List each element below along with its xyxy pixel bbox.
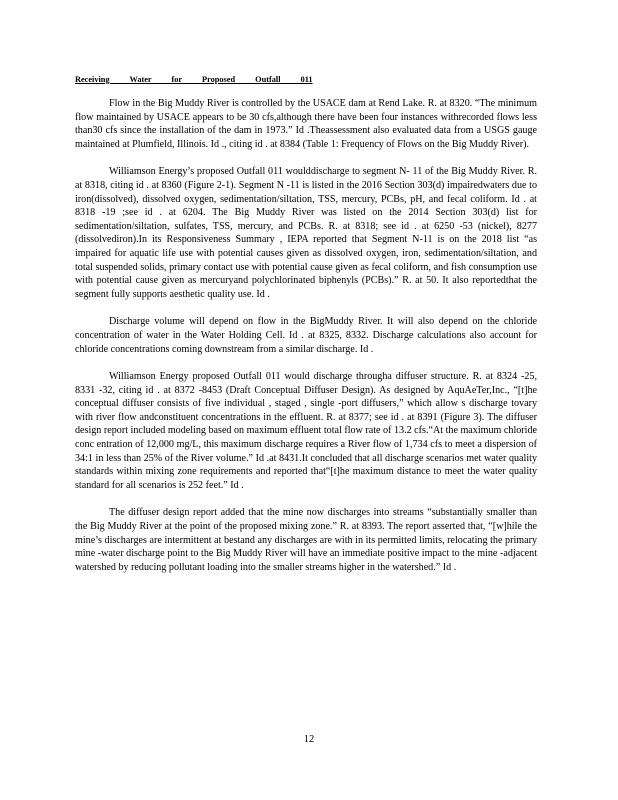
paragraph-diffuser-report: The diffuser design report added that the mine now discharges into streams “substantially smaller than the Big Muddy River at the point of the proposed mixing zone.” R. at 8393. The report asserted that, “[w]hile the mine’s discharges are intermittent at bestand any discharges are with in its permitted limits, relocating the primary mine -water discharge point to the Big Muddy River will have an immediate positive impact to the mine -adjacent watershed by reducing pollutant loading into the smaller streams higher in the watershed.” Id . (75, 507, 537, 573)
paragraph-discharge-volume: Discharge volume will depend on flow in the BigMuddy River. It will also depend on the chloride concentration of water in the Water Holding Cell. Id . at 8325, 8332. Discharge calculations also account for chloride concentrations coming downstream from a similar discharge. Id . (75, 316, 537, 355)
page-number: 12 (303, 734, 315, 745)
paragraph-diffuser: Williamson Energy proposed Outfall 011 would discharge througha diffuser structure. R. at 8324 -25, 8331 -32, citing id . at 8372 -8453 (Draft Conceptual Diffuser Design). As designed by AquAeTer,Inc., “[t]he conceptual diffuser consists of five individual , staged , single -port diffusers,” which allow s discharge tovary with river flow andconstituent concentrations in the effluent. R. at 8377; see id . at 8391 (Figure 3). The diffuser design report included modeling based on maximum effluent total flow rate of 13.2 cfs.“At the maximum chloride conc entration of 12,000 mg/L, this maximum discharge requires a River flow of 1,734 cfs to meet a dispersion of 34:1 in less than 25% of the River volume.” Id .at 8431.It concluded that all discharge scenarios met water quality standards within mixing zone requirements and reported that“[t]he maximum distance to meet the water quality standard for all scenarios is 252 feet.” Id . (75, 371, 537, 491)
paragraph-flow: Flow in the Big Muddy River is controlled by the USACE dam at Rend Lake. R. at 8320. “The minimum flow maintained by USACE appears to be 30 cfs,although there have been four instances withrecorded flows less than30 cfs since the installation of the dam in 1973.” Id .Theassessment also evaluated data from a USGS gauge maintained at Plumfield, Illinois. Id ., citing id . at 8384 (Table 1: Frequency of Flows on the Big Muddy River). (75, 98, 537, 150)
section-heading: Receiving Water for Proposed Outfall 011 (75, 75, 313, 84)
paragraph-outfall-segment: Williamson Energy’s proposed Outfall 011 woulddischarge to segment N- 11 of the Big Muddy River. R. at 8318, citing id . at 8360 (Figure 2-1). Segment N -11 is listed in the 2016 Section 303(d) impairedwaters due to iron(dissolved), dissolved oxygen, sedimentation/siltation, TSS, mercury, PCBs, pH, and fecal coliform. Id . at 8318 -19 ;see id . at 6204. The Big Muddy River was listed on the 2014 Section 303(d) list for sedimentation/siltation, sulfates, TSS, mercury, and PCBs. R. at 8318; see id . at 6250 -53 (nickel), 8277 (dissolvediron).In its Responsiveness Summary , IEPA reported that Segment N-11 is on the 2018 list “as impaired for aquatic life use with potential causes given as dissolved oxygen, iron, sedimentation/siltation, and total suspended solids, primary contact use with potential cause given as fecal coliform, and fish consumption use with potential cause given as mercuryand polychlorinated biphenyls (PCBs).” R. at 50. It also reportedthat the segment fully supports aesthetic quality use. Id . (75, 166, 537, 300)
document-body (75, 97, 537, 588)
